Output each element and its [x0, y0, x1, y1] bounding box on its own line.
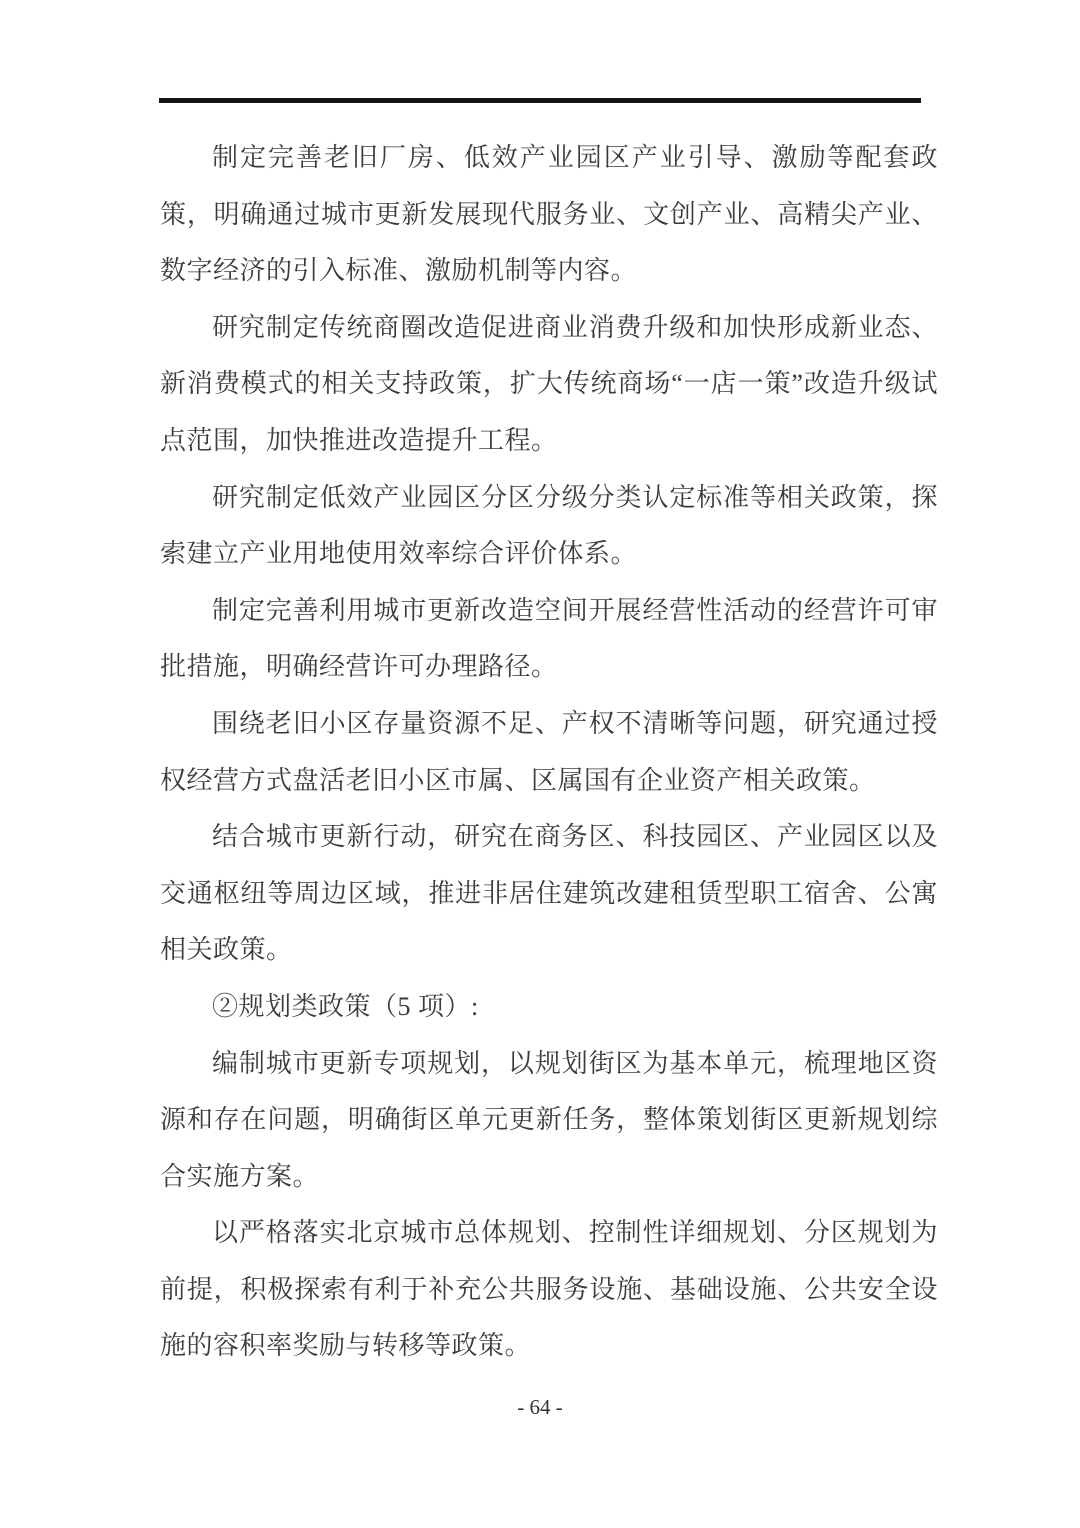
document-body: [160, 130, 938, 1375]
paragraph-industrial-park-standards: 研究制定低效产业园区分区分级分类认定标准等相关政策，探索建立产业用地使用效率综合评价体系。: [160, 482, 938, 569]
paragraph-non-residential-conversion: 结合城市更新行动，研究在商务区、科技园区、产业园区以及交通枢纽等周边区域，推进非居住建筑改建租赁型职工宿舍、公寓相关政策。: [160, 822, 938, 965]
paragraph-business-license: 制定完善利用城市更新改造空间开展经营性活动的经营许可审批措施，明确经营许可办理路径。: [160, 595, 938, 682]
paragraph-special-renewal-plan: 编制城市更新专项规划，以规划街区为基本单元，梳理地区资源和存在问题，明确街区单元更新任务，整体策划街区更新规划综合实施方案。: [160, 1048, 938, 1191]
header-rule: [159, 98, 921, 103]
paragraph-floor-area-ratio: 以严格落实北京城市总体规划、控制性详细规划、分区规划为前提，积极探索有利于补充公共服务设施、基础设施、公共安全设施的容积率奖励与转移等政策。: [160, 1218, 938, 1361]
page-footer: [0, 1392, 1080, 1422]
paragraph-old-community-assets: 围绕老旧小区存量资源不足、产权不清晰等问题，研究通过授权经营方式盘活老旧小区市属、区属国有企业资产相关政策。: [160, 708, 938, 795]
page-number: - 64 -: [517, 1395, 563, 1419]
paragraph-commercial-district: 研究制定传统商圈改造促进商业消费升级和加快形成新业态、新消费模式的相关支持政策，扩大传统商场“一店一策”改造升级试点范围，加快推进改造提升工程。: [160, 312, 938, 455]
paragraph-policy-supporting: 制定完善老旧厂房、低效产业园区产业引导、激励等配套政策，明确通过城市更新发展现代服务业、文创产业、高精尖产业、数字经济的引入标准、激励机制等内容。: [160, 143, 938, 286]
heading-planning-policies: ②规划类政策（5 项）:: [212, 991, 479, 1021]
